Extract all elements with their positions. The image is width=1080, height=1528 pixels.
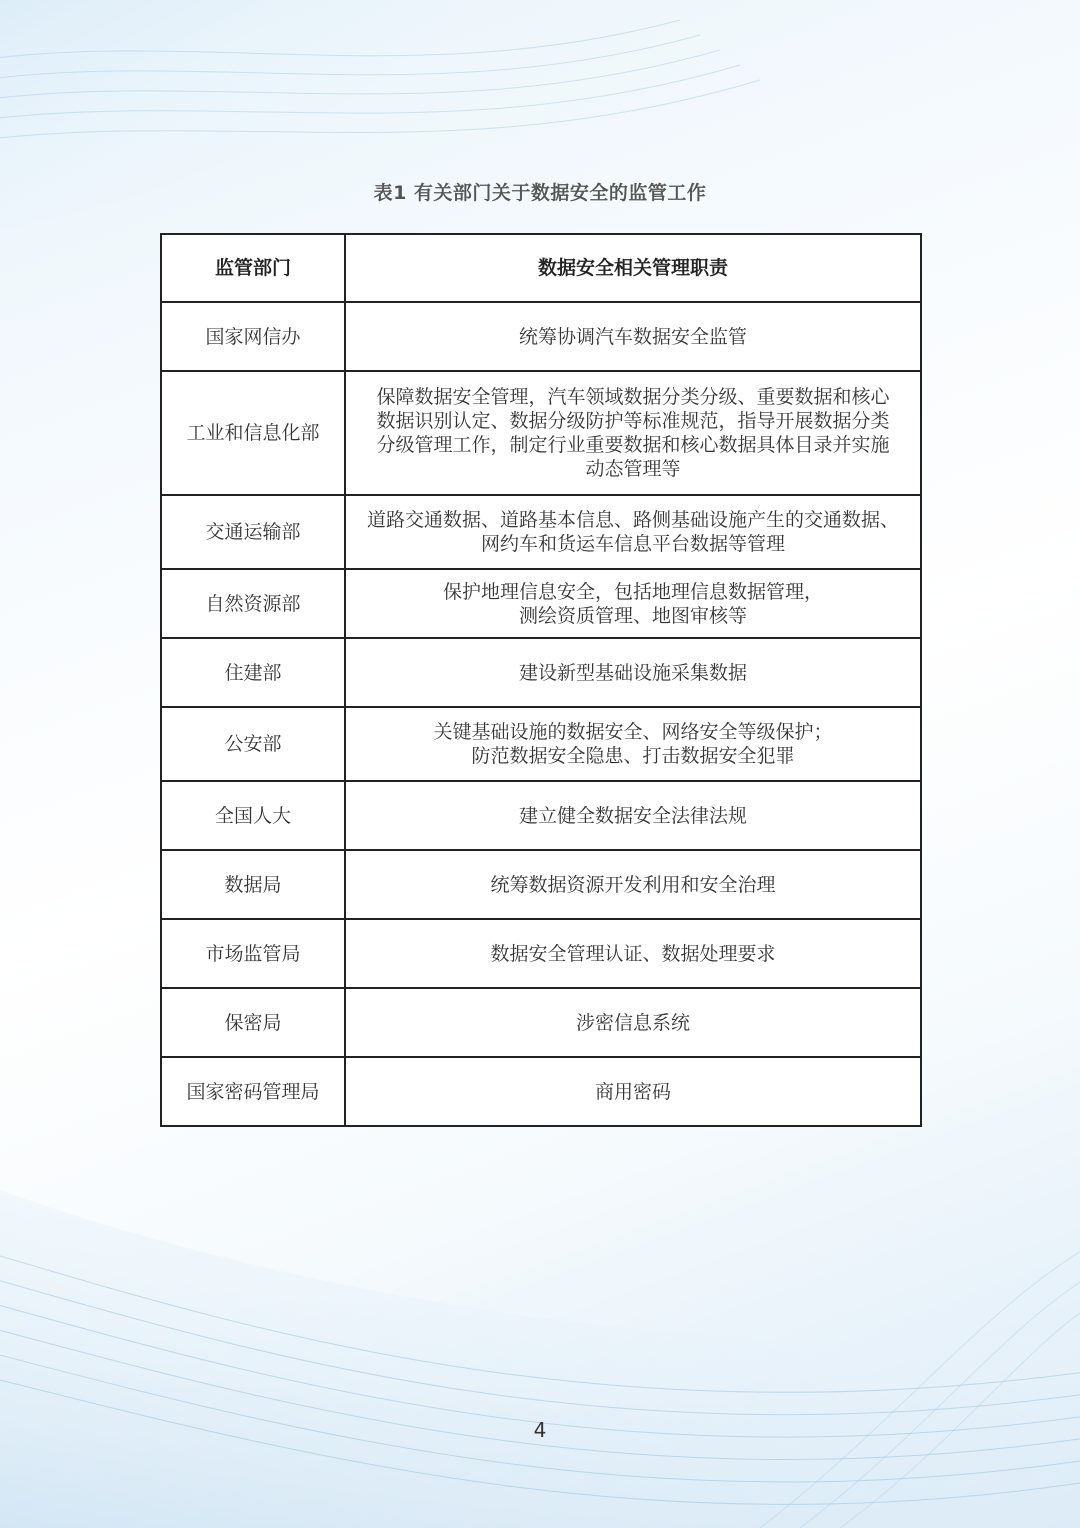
header-duties: 数据安全相关管理职责 — [345, 234, 921, 302]
table-row — [161, 988, 921, 1057]
table-row — [161, 302, 921, 371]
duty-cell: 数据安全管理认证、数据处理要求 — [345, 919, 921, 988]
table-row — [161, 850, 921, 919]
department-cell: 保密局 — [161, 988, 345, 1057]
department-cell: 市场监管局 — [161, 919, 345, 988]
table-row — [161, 495, 921, 569]
table-row — [161, 707, 921, 781]
department-cell: 自然资源部 — [161, 569, 345, 638]
duty-cell: 建设新型基础设施采集数据 — [345, 638, 921, 707]
table-row — [161, 371, 921, 495]
duty-cell: 商用密码 — [345, 1057, 921, 1126]
regulatory-duties-table — [160, 233, 922, 1127]
department-cell: 住建部 — [161, 638, 345, 707]
table-row — [161, 1057, 921, 1126]
duty-cell: 道路交通数据、道路基本信息、路侧基础设施产生的交通数据、 网约车和货运车信息平台数据等管理 — [345, 495, 921, 569]
duty-cell: 关键基础设施的数据安全、网络安全等级保护； 防范数据安全隐患、打击数据安全犯罪 — [345, 707, 921, 781]
duty-cell: 保护地理信息安全，包括地理信息数据管理， 测绘资质管理、地图审核等 — [345, 569, 921, 638]
department-cell: 国家网信办 — [161, 302, 345, 371]
table-header-row — [161, 234, 921, 302]
department-cell: 数据局 — [161, 850, 345, 919]
header-department: 监管部门 — [161, 234, 345, 302]
department-cell: 公安部 — [161, 707, 345, 781]
duty-cell: 统筹数据资源开发利用和安全治理 — [345, 850, 921, 919]
duty-cell: 建立健全数据安全法律法规 — [345, 781, 921, 850]
table-row — [161, 638, 921, 707]
department-cell: 交通运输部 — [161, 495, 345, 569]
duty-cell: 统筹协调汽车数据安全监管 — [345, 302, 921, 371]
table-row — [161, 569, 921, 638]
table-row — [161, 781, 921, 850]
department-cell: 国家密码管理局 — [161, 1057, 345, 1126]
table-caption: 表1 有关部门关于数据安全的监管工作 — [373, 182, 707, 204]
page-number: 4 — [533, 1418, 547, 1442]
department-cell: 工业和信息化部 — [161, 371, 345, 495]
department-cell: 全国人大 — [161, 781, 345, 850]
table-row — [161, 919, 921, 988]
duty-cell: 涉密信息系统 — [345, 988, 921, 1057]
duty-cell: 保障数据安全管理，汽车领域数据分类分级、重要数据和核心 数据识别认定、数据分级防护等标准规范，指导开展数据分类 分级管理工作，制定行业重要数据和核心数据具体目录并实施 动态管理等 — [345, 371, 921, 495]
